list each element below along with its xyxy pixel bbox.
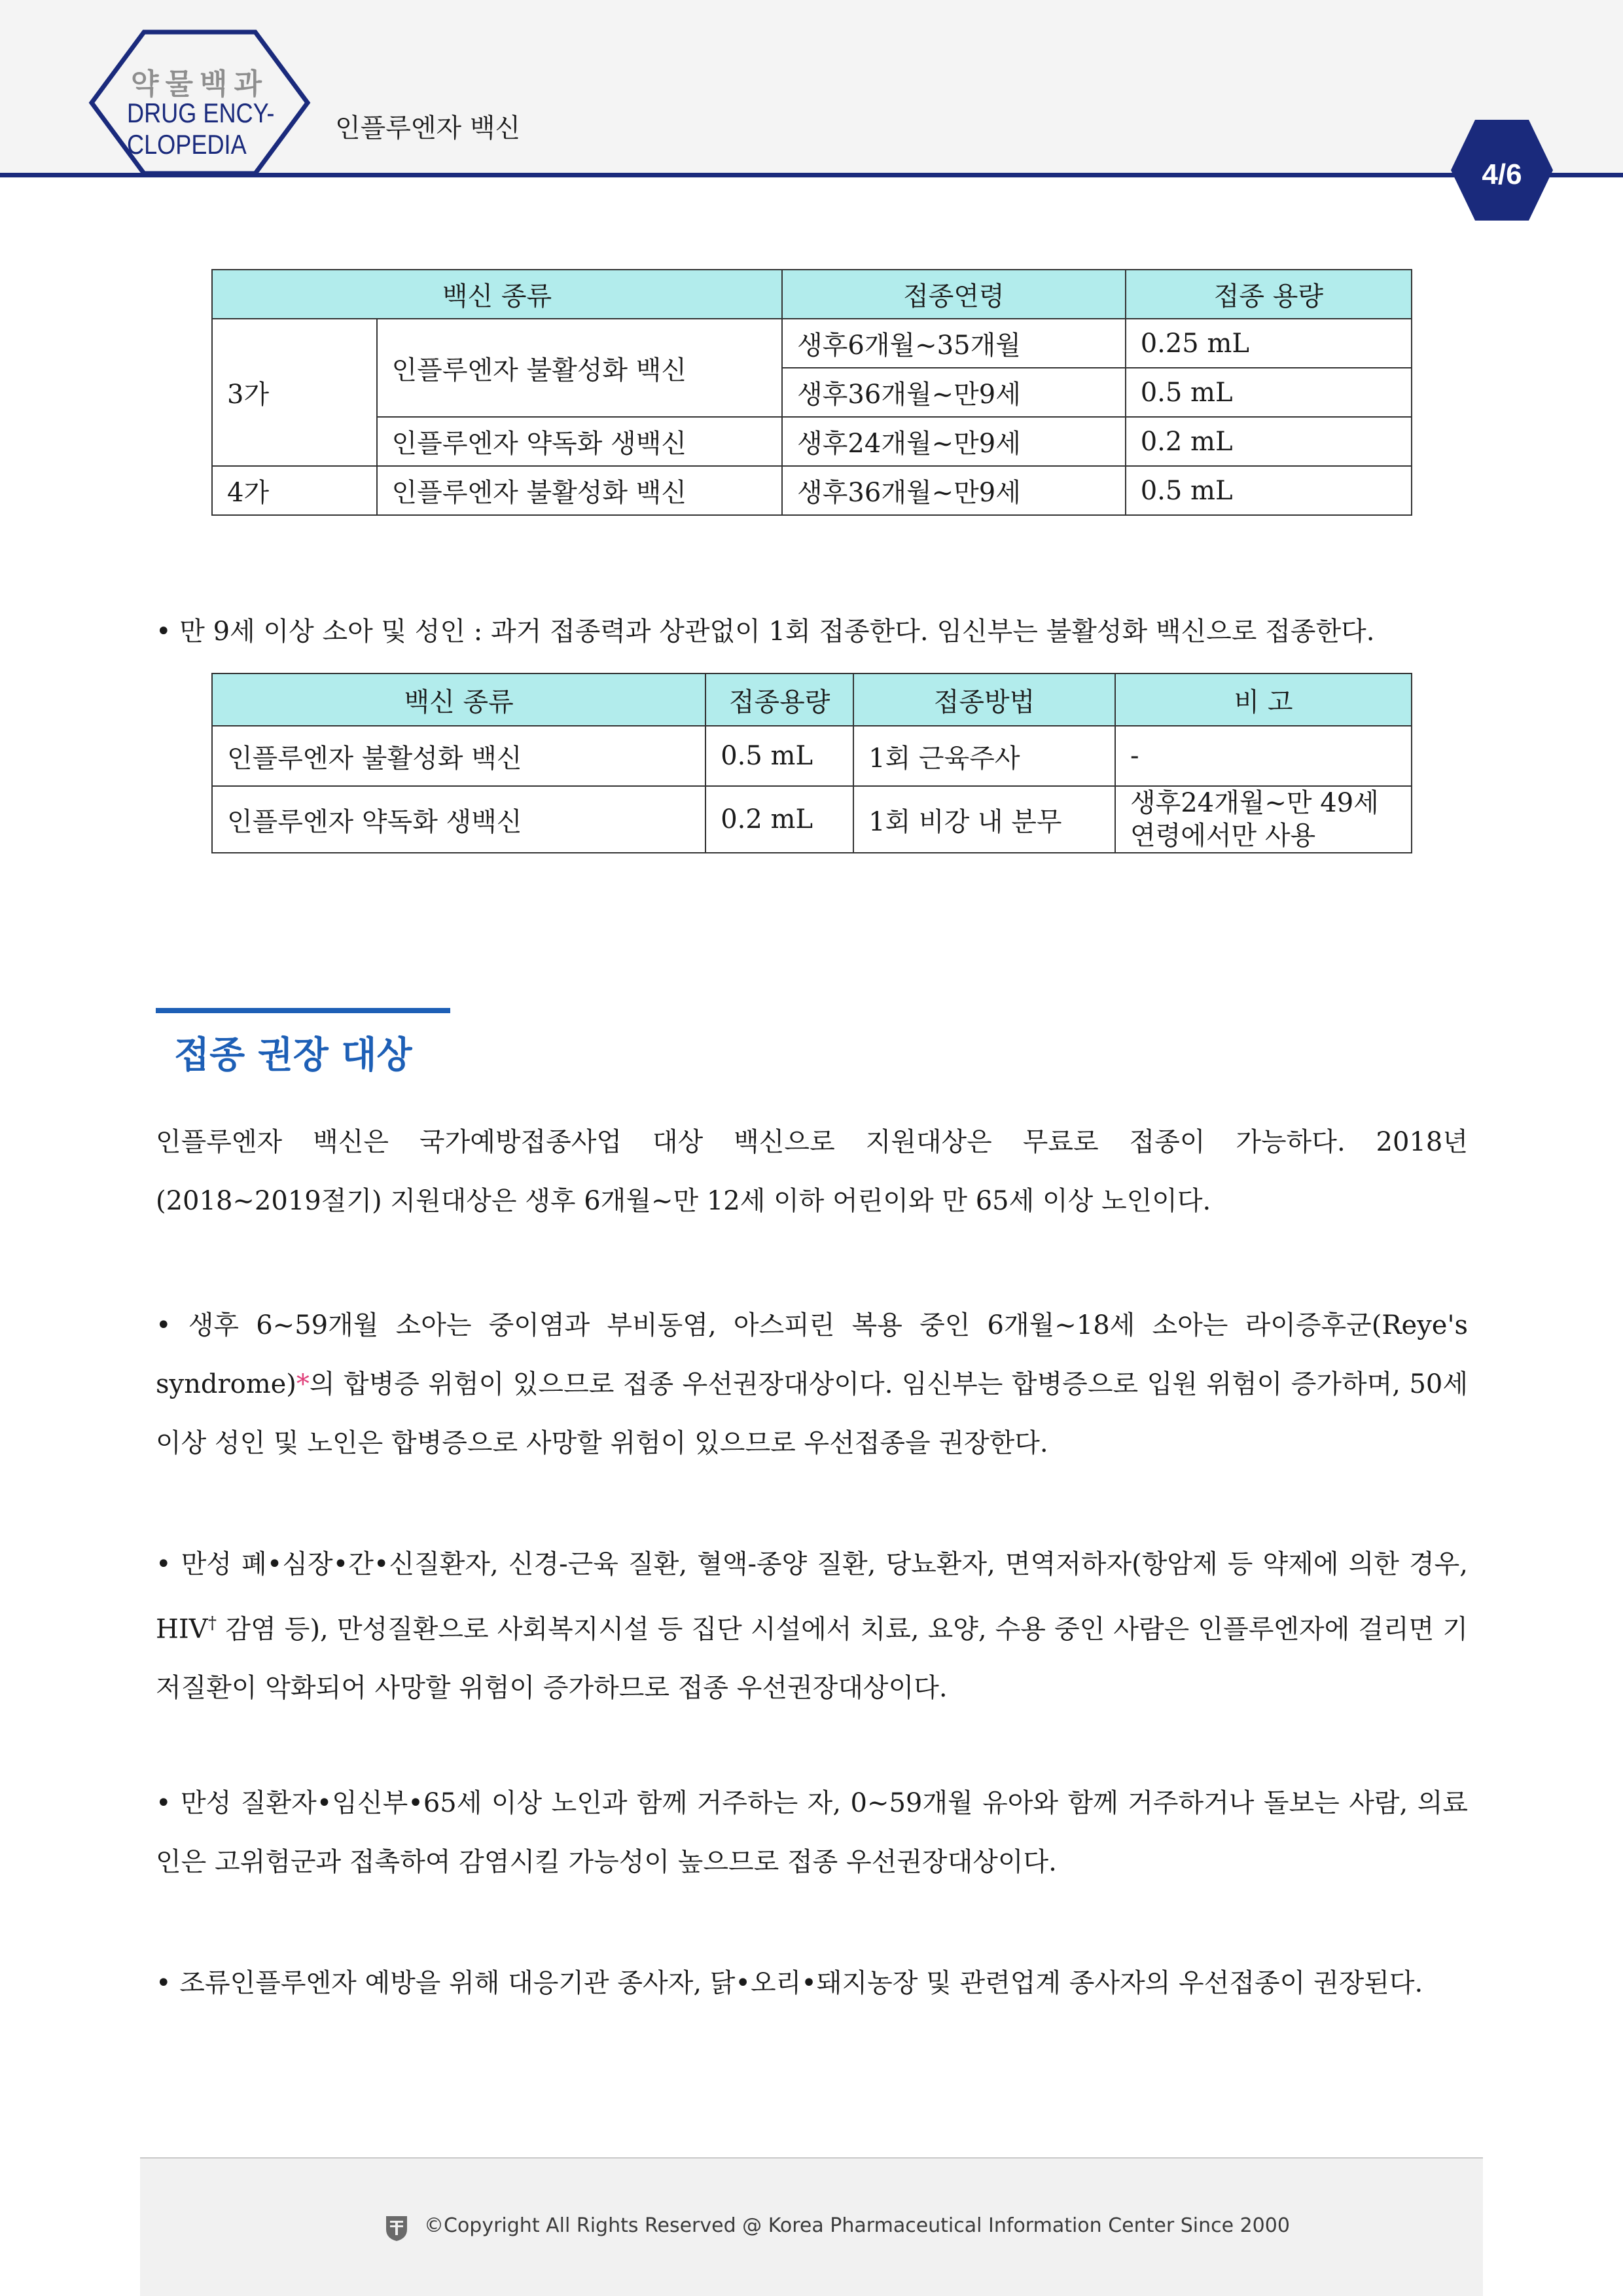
footer-rule [140,2157,1483,2159]
age-cell: 생후36개월~만9세 [782,466,1126,515]
intro-line1: 인플루엔자 백신은 국가예방접종사업 대상 백신으로 지원대상은 무료로 접종이 가능하다. 2018년 [156,1127,1468,1157]
document-title: 인플루엔자 백신 [335,113,521,143]
avian-flu-bullet: • 조류인플루엔자 예방을 위해 대응기관 종사자, 닭•오리•돼지농장 및 관련업계 종사자의 우선접종이 권장된다. [156,1968,1423,1998]
vaccine-cell: 인플루엔자 불활성화 백신 [377,319,783,417]
footnote-dagger: † [207,1613,217,1633]
table-row [212,726,1412,786]
intro-line2: (2018~2019절기) 지원대상은 생후 6개월~만 12세 이하 어린이와 만 65세 이상 노인이다. [156,1186,1211,1216]
table-row [212,417,1412,466]
valence-cell: 3가 [212,319,377,466]
vaccine-cell: 인플루엔자 불활성화 백신 [377,466,783,515]
dose-cell: 0.5 mL [1126,466,1412,515]
dosage-by-age-table [211,269,1412,516]
intro-paragraph [156,1113,1468,1230]
column-header: 접종용량 [705,673,853,726]
column-header: 백신 종류 [212,673,705,726]
dose-cell: 0.25 mL [1126,319,1412,368]
dose-cell: 0.5 mL [705,726,853,786]
method-cell: 1회 근육주사 [853,726,1115,786]
valence-cell: 4가 [212,466,377,515]
dose-cell: 0.2 mL [1126,417,1412,466]
adult-dosing-bullet: • 만 9세 이상 소아 및 성인 : 과거 접종력과 상관없이 1회 접종한다. 임신부는 불활성화 백신으로 접종한다. [156,617,1375,647]
column-header: 접종 용량 [1126,270,1412,319]
vaccine-cell: 인플루엔자 불활성화 백신 [212,726,705,786]
footnote-star: * [296,1369,310,1399]
table-header-row [212,270,1412,319]
logo-english-line1: DRUG ENCY- [127,98,275,128]
vaccine-cell: 인플루엔자 약독화 생백신 [212,786,705,853]
header-rule [0,173,1623,177]
adult-vaccine-table [211,673,1412,853]
table-row [212,466,1412,515]
age-cell: 생후6개월~35개월 [782,319,1126,368]
bullet-text: • 만성 폐•심장•간•신질환자, 신경-근육 질환, 혈액-종양 질환, 당뇨환자, 면역저하자(항암제 등 약제에 의한 경우, HIV [156,1549,1468,1645]
method-cell: 1회 비강 내 분무 [853,786,1115,853]
chronic-disease-bullet [156,1535,1468,1717]
age-cell: 생후24개월~만9세 [782,417,1126,466]
table-row [212,319,1412,368]
dose-cell: 0.2 mL [705,786,853,853]
bullet-text: • 생후 6~59개월 소아는 중이염과 부비동염, 아스피린 복용 중인 6개월~18세 소아는 라이증후군(Reye's syndrome) [156,1310,1468,1399]
bullet-text: 감염 등), 만성질환으로 사회복지시설 등 집단 시설에서 치료, 요양, 수용 중인 사람은 인플루엔자에 걸리면 기저질환이 악화되어 사망할 위험이 증가하므로 접종 우선권장대상이다. [156,1614,1469,1704]
logo-korean: 약물백과 [131,67,269,101]
table-row [212,786,1412,853]
vaccine-cell: 인플루엔자 약독화 생백신 [377,417,783,466]
column-header: 접종연령 [782,270,1126,319]
note-cell: - [1115,726,1412,786]
dose-cell: 0.5 mL [1126,368,1412,417]
caregiver-bullet: • 만성 질환자•임신부•65세 이상 노인과 함께 거주하는 자, 0~59개월 유아와 함께 거주하거나 돌보는 사람, 의료인은 고위험군과 접촉하여 감염시킬 가능성이 높으므로 접종 우선권장대상이다. [156,1788,1468,1877]
risk-children-bullet [156,1296,1468,1473]
note-cell: 생후24개월~만 49세 연령에서만 사용 [1115,786,1412,853]
logo-english-line2: CLOPEDIA [127,129,247,160]
kpic-emblem-icon [383,2214,410,2242]
age-cell: 생후36개월~만9세 [782,368,1126,417]
column-header: 접종방법 [853,673,1115,726]
page-indicator: 4/6 [1482,158,1522,190]
table-header-row [212,673,1412,726]
copyright-text: ©Copyright All Rights Reserved @ Korea Pharmaceutical Information Center Since 2000 [424,2214,1290,2237]
column-header: 백신 종류 [212,270,782,319]
column-header: 비 고 [1115,673,1412,726]
section-accent-rule [156,1008,450,1013]
bullet-text: 의 합병증 위험이 있으므로 접종 우선권장대상이다. 임신부는 합병증으로 입원 위험이 증가하며, 50세 이상 성인 및 노인은 합병증으로 사망할 위험이 있으므로 우선접종을 권장한다. [156,1369,1468,1458]
section-title: 접종 권장 대상 [174,1034,412,1077]
